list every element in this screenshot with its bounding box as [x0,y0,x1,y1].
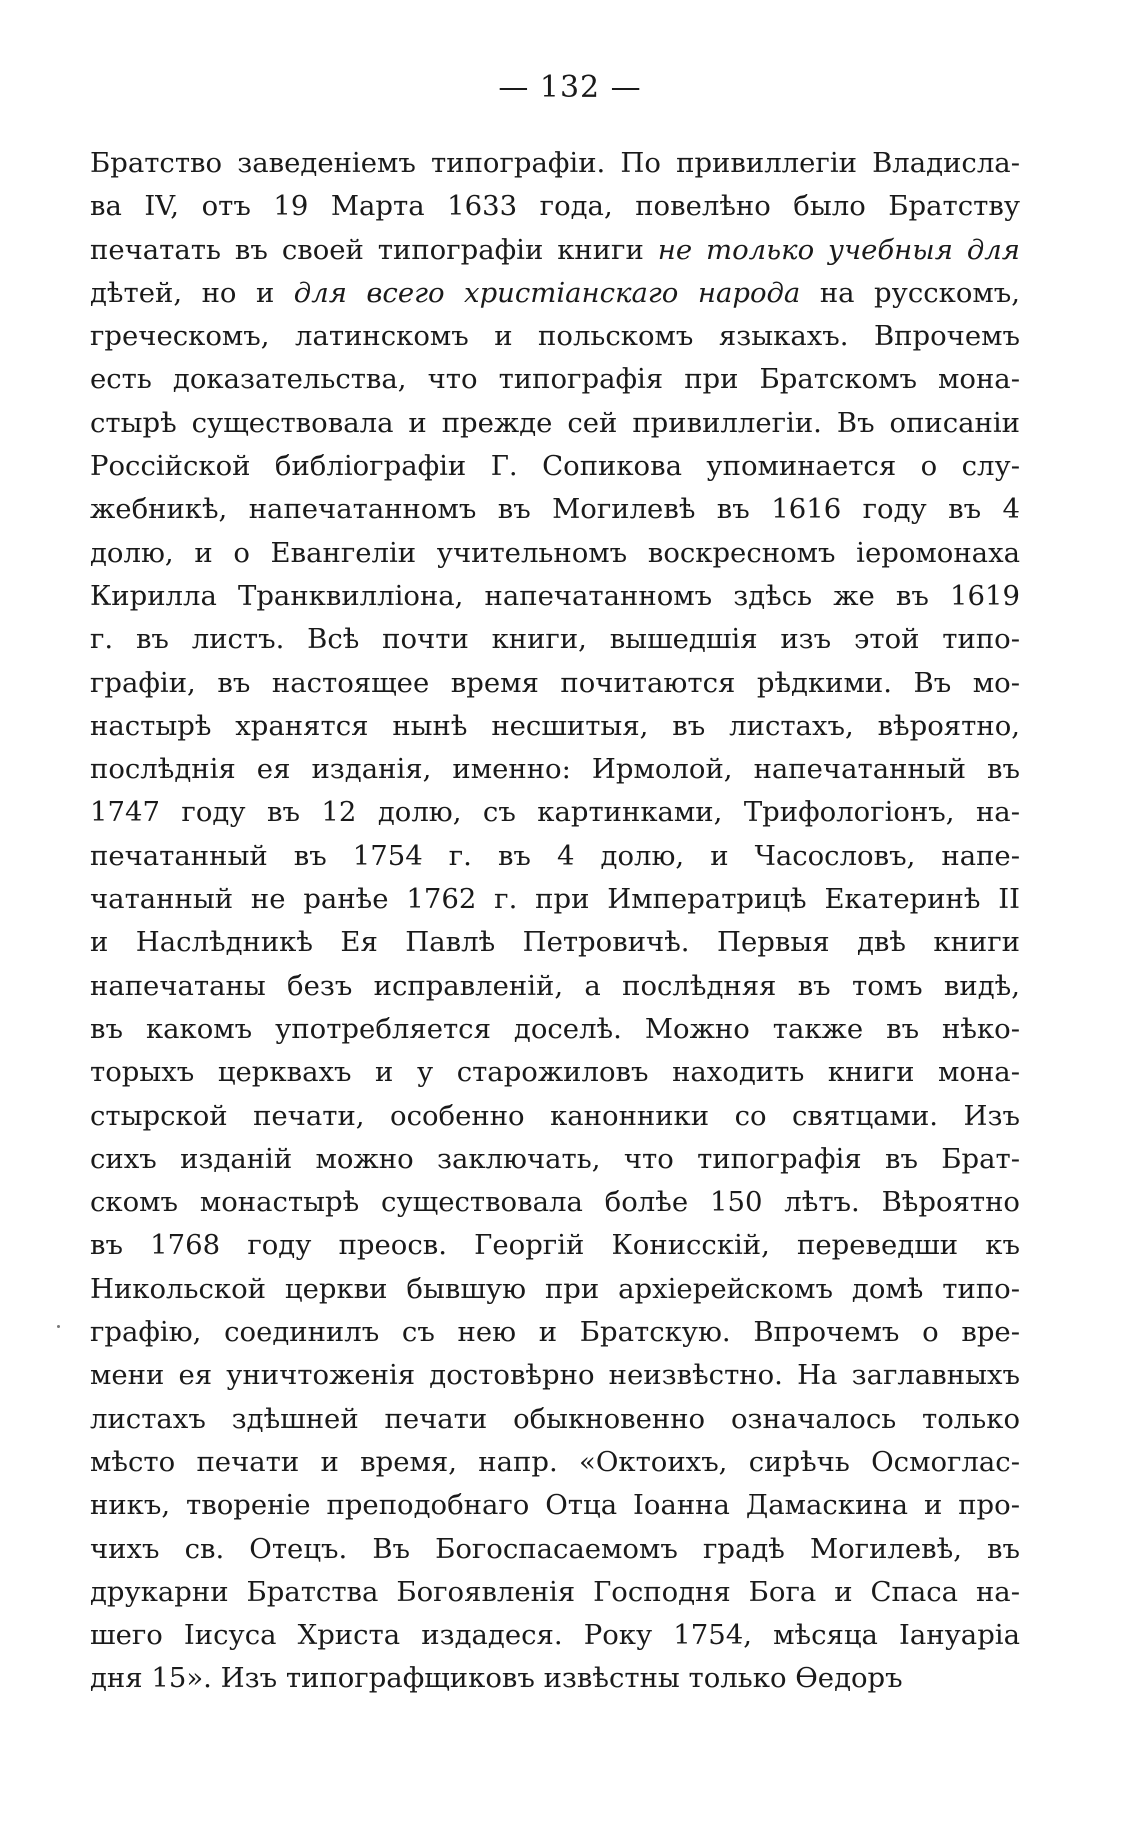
text-line: въ 1768 году преосв. Георгiй Конисскiй, переведши къ [90,1229,1020,1262]
italic-phrase: для всего христiанскаго народа [293,276,801,309]
text-line: напечатаны безъ исправленiй, а послѣдняя въ томъ видѣ, [90,969,1020,1002]
text-line: печатать въ своей типографiи книги не только учебныя для [90,233,1020,266]
text-line: чихъ св. Отецъ. Въ Богоспасаемомъ градѣ Могилевѣ, въ [90,1532,1020,1565]
scan-speck [57,1325,60,1328]
text-line: листахъ здѣшней печати обыкновенно означалось только [90,1402,1020,1435]
text-line: настырѣ хранятся нынѣ несшитыя, въ листахъ, вѣроятно, [90,709,1020,742]
text-line: печатанный въ 1754 г. въ 4 долю, и Часословъ, напе- [90,839,1020,872]
text-line: послѣднiя ея изданiя, именно: Ирмолой, напечатанный въ [90,753,1020,786]
text-line: никъ, творенiе преподобнаго Отца Iоанна Дамаскина и про- [90,1489,1020,1522]
text-line: дѣтей, но и для всего христiанскаго народа на русскомъ, [90,276,1020,309]
text-line: стырской печати, особенно канонники со святцами. Изъ [90,1099,1020,1132]
italic-phrase: не только учебныя для [657,233,1020,266]
text-line: мени ея уничтоженiя достовѣрно неизвѣстно. На заглавныхъ [90,1359,1020,1392]
text-line: мѣсто печати и время, напр. «Октоихъ, сирѣчь Осмоглас- [90,1445,1020,1478]
text-line: долю, и о Евангелiи учительномъ воскресномъ iеромонаха [90,536,1020,569]
text-line: скомъ монастырѣ существовала болѣе 150 лѣтъ. Вѣроятно [90,1186,1020,1219]
text-line: Россiйской библiографiи Г. Сопикова упоминается о слу- [90,450,1020,483]
text-line: шего Iисуса Христа издадеся. Року 1754, мѣсяца Iануарiа [90,1619,1020,1652]
text-line: греческомъ, латинскомъ и польскомъ языкахъ. Впрочемъ [90,320,1020,353]
text-line: чатанный не ранѣе 1762 г. при Императрицѣ Екатеринѣ II [90,883,1020,916]
text-line: графiю, соединилъ съ нею и Братскую. Впрочемъ о вре- [90,1316,1020,1349]
page-number: — 132 — [498,70,642,105]
text-line: стырѣ существовала и прежде сей привиллегiи. Въ описанiи [90,406,1020,439]
text-line: дня 15». Изъ типографщиковъ извѣстны только Ѳедоръ [90,1662,903,1695]
text-line: и Наслѣдникѣ Ея Павлѣ Петровичѣ. Первыя двѣ книги [90,926,1020,959]
text-line: торыхъ церквахъ и у старожиловъ находить книги мона- [90,1056,1020,1089]
text-line: есть доказательства, что типографiя при Братскомъ мона- [90,363,1020,396]
text-line: графiи, въ настоящее время почитаются рѣдкими. Въ мо- [90,666,1020,699]
text-line: 1747 году въ 12 долю, съ картинками, Трифологiонъ, на- [90,796,1020,829]
text-line: Никольской церкви бывшую при архiерейскомъ домѣ типо- [90,1272,1020,1305]
text-line: друкарни Братства Богоявленiя Господня Бога и Спаса на- [90,1575,1020,1608]
text-line: Братство заведенiемъ типографiи. По привиллегiи Владисла- [90,147,1020,179]
text-line: въ какомъ употребляется доселѣ. Можно также въ нѣко- [90,1012,1020,1045]
text-line: сихъ изданiй можно заключать, что типографiя въ Брат- [90,1142,1020,1175]
text-line: Кирилла Транквиллiона, напечатанномъ здѣсь же въ 1619 [90,579,1020,612]
text-line: г. въ листъ. Всѣ почти книги, вышедшiя изъ этой типо- [90,623,1020,656]
text-line: ва IV, отъ 19 Марта 1633 года, повелѣно было Братству [90,190,1020,223]
text-line: жебникѣ, напечатанномъ въ Могилевѣ въ 1616 году въ 4 [90,493,1020,526]
body-text [90,142,1020,1701]
